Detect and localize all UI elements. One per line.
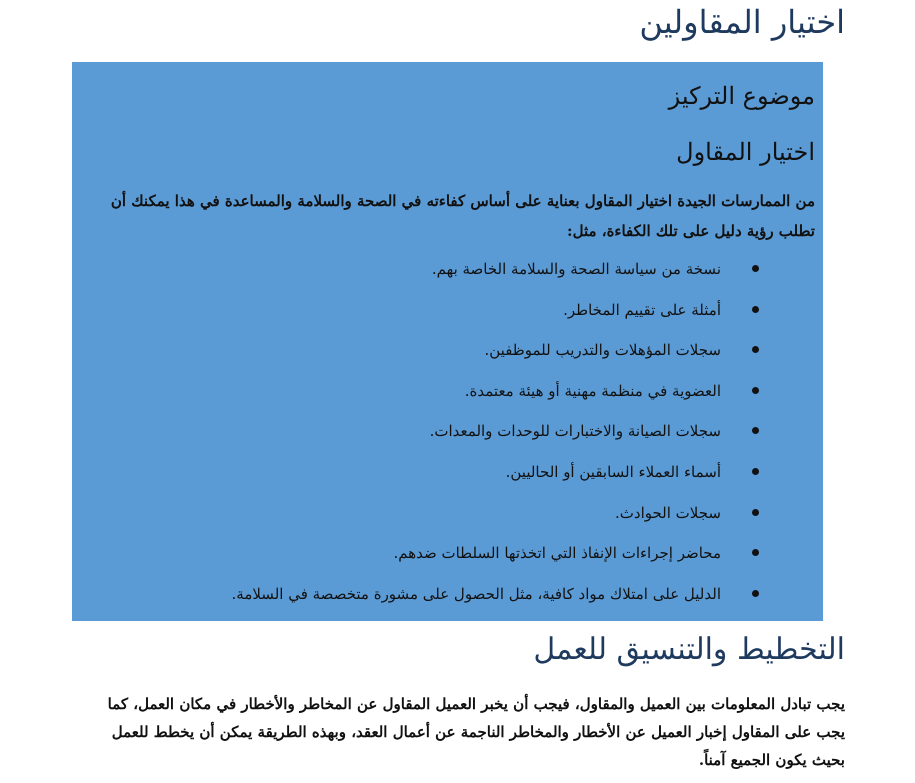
list-item (232, 297, 759, 338)
focus-intro-paragraph: من الممارسات الجيدة اختيار المقاول بعناية على أساس كفاءته في الصحة والسلامة والمساعدة في هذا يمكنك أن تطلب رؤية دليل على تلك الكفاءة، مثل: (110, 192, 815, 240)
focus-topic-heading: موضوع التركيز (668, 82, 815, 110)
list-item (232, 540, 759, 581)
bullet-icon (752, 590, 759, 597)
list-item (232, 581, 759, 622)
focus-topic-subheading: اختيار المقاول (676, 138, 815, 166)
list-item (232, 418, 759, 459)
bullet-icon (752, 306, 759, 313)
list-item (232, 256, 759, 297)
list-item-text: سجلات المؤهلات والتدريب للموظفين. (484, 341, 721, 360)
list-item-text: العضوية في منظمة مهنية أو هيئة معتمدة. (464, 381, 721, 400)
section-title: التخطيط والتنسيق للعمل (533, 632, 845, 667)
list-item (232, 459, 759, 500)
evidence-list (232, 256, 759, 621)
section-body-paragraph: يجب تبادل المعلومات بين العميل والمقاول، فيجب أن يخبر العميل المقاول عن المخاطر والأخطار في مكان العمل، كما يجب على المقاول إخبار العميل عن الأخطار والمخاطر الناجمة عن أعمال العقد، وبهذه الطريقة يمكن أن يخطط للعمل بحيث يكون الجميع آمناً. (107, 695, 845, 769)
bullet-icon (752, 265, 759, 272)
bullet-icon (752, 387, 759, 394)
list-item-text: سجلات الحوادث. (615, 503, 721, 522)
bullet-icon (752, 427, 759, 434)
list-item-text: الدليل على امتلاك مواد كافية، مثل الحصول على مشورة متخصصة في السلامة. (231, 584, 721, 603)
list-item (232, 500, 759, 541)
list-item-text: محاضر إجراءات الإنفاذ التي اتخذتها السلطات ضدهم. (393, 544, 721, 563)
bullet-icon (752, 509, 759, 516)
list-item-text: سجلات الصيانة والاختبارات للوحدات والمعدات. (429, 422, 721, 441)
bullet-icon (752, 549, 759, 556)
focus-topic-box (72, 62, 823, 621)
bullet-icon (752, 346, 759, 353)
bullet-icon (752, 468, 759, 475)
list-item-text: نسخة من سياسة الصحة والسلامة الخاصة بهم. (431, 260, 721, 278)
list-item-text: أمثلة على تقييم المخاطر. (563, 300, 721, 319)
list-item (232, 378, 759, 419)
list-item (232, 337, 759, 378)
page-title: اختيار المقاولين (639, 3, 845, 41)
list-item-text: أسماء العملاء السابقين أو الحاليين. (505, 462, 721, 481)
